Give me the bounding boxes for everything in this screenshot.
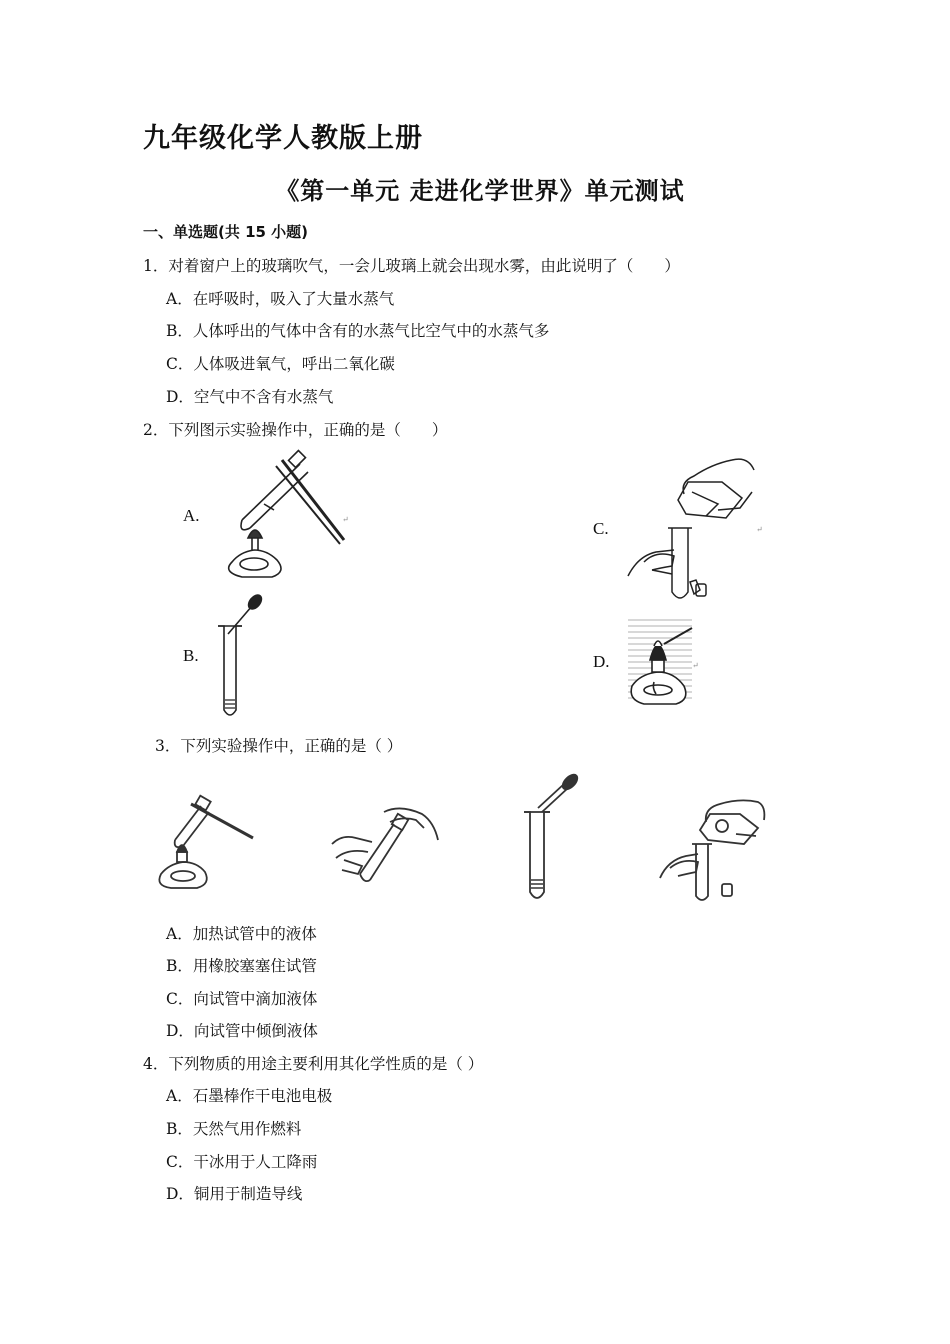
question-4-option-c: C．干冰用于人工降雨	[166, 1153, 318, 1171]
q2-figure-label-a: A.	[183, 506, 200, 525]
lighting-alcohol-lamp-icon	[626, 616, 706, 708]
question-4-option-d: D．铜用于制造导线	[166, 1185, 303, 1203]
section-heading: 一、单选题(共 15 小题)	[143, 223, 309, 241]
question-1-stem: 1．对着窗户上的玻璃吹气，一会儿玻璃上就会出现水雾，由此说明了（ ）	[143, 257, 680, 275]
stoppering-tube-icon	[328, 804, 440, 888]
question-3-option-d: D．向试管中倾倒液体	[166, 1022, 318, 1040]
question-2-stem: 2．下列图示实验操作中，正确的是（ ）	[143, 421, 448, 439]
q2-figure-label-d: D.	[593, 652, 610, 671]
question-1-option-a: A．在呼吸时，吸入了大量水蒸气	[166, 290, 395, 308]
heating-test-tube-icon	[212, 452, 352, 582]
dropper-in-tube-icon	[212, 592, 272, 722]
question-4-option-a: A．石墨棒作干电池电极	[166, 1087, 333, 1105]
q2-figure-label-b: B.	[183, 646, 199, 665]
svg-text:↵: ↵	[342, 515, 349, 524]
question-4-option-b: B．天然气用作燃料	[166, 1120, 302, 1138]
unit-test-title: 《第一单元 走进化学世界》单元测试	[275, 177, 685, 205]
question-3-stem: 3．下列实验操作中，正确的是（ ）	[155, 737, 403, 755]
question-1-option-d: D．空气中不含有水蒸气	[166, 388, 334, 406]
pouring-into-tube-icon	[656, 796, 768, 902]
question-4-stem: 4．下列物质的用途主要利用其化学性质的是（ ）	[143, 1055, 484, 1073]
question-3-option-c: C．向试管中滴加液体	[166, 990, 318, 1008]
question-3-option-a: A．加热试管中的液体	[166, 925, 317, 943]
pouring-liquid-icon	[622, 452, 772, 612]
question-1-option-c: C．人体吸进氧气，呼出二氧化碳	[166, 355, 395, 373]
svg-text:↵: ↵	[692, 661, 699, 670]
heating-liquid-icon	[155, 794, 255, 890]
question-3-option-b: B．用橡胶塞塞住试管	[166, 957, 317, 975]
q2-figure-label-c: C.	[593, 519, 609, 538]
question-1-option-b: B．人体呼出的气体中含有的水蒸气比空气中的水蒸气多	[166, 322, 550, 340]
svg-text:↵: ↵	[756, 525, 763, 534]
document-title: 九年级化学人教版上册	[143, 123, 423, 154]
adding-drops-icon	[520, 774, 584, 904]
